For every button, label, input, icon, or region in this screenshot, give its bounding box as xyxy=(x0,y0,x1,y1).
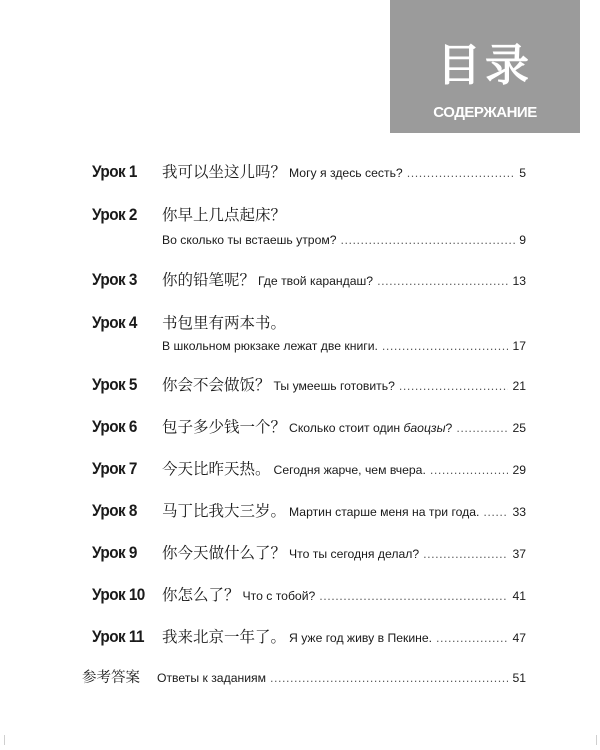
lesson-title-chinese: 你会不会做饭？ xyxy=(162,376,271,394)
lesson-title-chinese: 你今天做什么了？ xyxy=(162,544,287,562)
lesson-title-chinese: 你早上几点起床？ xyxy=(162,206,287,224)
lesson-title-chinese: 今天比昨天热。 xyxy=(162,460,271,478)
toc-line xyxy=(162,541,526,565)
lesson-title-russian: Во сколько ты встаешь утром? xyxy=(162,233,337,247)
toc-subline xyxy=(162,228,526,252)
toc-line xyxy=(162,203,526,227)
page-number: 37 xyxy=(512,547,526,561)
russian-text-end: ? xyxy=(445,421,453,435)
toc-line xyxy=(162,373,526,397)
lesson-title-russian: Что с тобой? xyxy=(242,589,316,603)
leader-dots xyxy=(399,375,509,399)
answers-label-russian: Ответы к заданиям xyxy=(157,671,266,685)
page-number: 51 xyxy=(512,671,526,685)
page-number: 17 xyxy=(512,339,526,353)
lesson-label: Урок 11 xyxy=(92,627,144,646)
page-number: 47 xyxy=(512,631,526,645)
toc-title-russian: СОДЕРЖАНИЕ xyxy=(433,104,537,121)
toc-subline xyxy=(162,334,526,358)
page-number: 5 xyxy=(519,166,526,180)
leader-dots xyxy=(430,459,509,483)
toc-line xyxy=(162,625,526,649)
russian-text-italic: баоцзы xyxy=(403,421,446,435)
answers-label-chinese: 参考答案 xyxy=(82,670,140,686)
leader-dots xyxy=(436,627,508,651)
lesson-label: Урок 3 xyxy=(92,270,137,289)
page-number: 25 xyxy=(512,421,526,435)
leader-dots xyxy=(483,501,508,525)
lesson-title-chinese: 马丁比我大三岁。 xyxy=(162,502,287,520)
toc-line xyxy=(162,160,526,184)
lesson-label: Урок 10 xyxy=(92,585,145,604)
page-number: 41 xyxy=(512,589,526,603)
lesson-title-russian: Ты умеешь готовить? xyxy=(273,379,395,393)
leader-dots xyxy=(382,335,509,359)
page-number: 9 xyxy=(519,233,526,247)
lesson-label: Урок 4 xyxy=(92,313,137,332)
lesson-label: Урок 9 xyxy=(92,543,137,562)
lesson-title-chinese: 我来北京一年了。 xyxy=(162,628,287,646)
lesson-title-russian: Я уже год живу в Пекине. xyxy=(289,631,433,645)
lesson-title-russian: Где твой карандаш? xyxy=(258,274,374,288)
toc-line xyxy=(162,415,526,439)
lesson-label: Урок 1 xyxy=(92,162,137,181)
crop-mark xyxy=(586,735,597,745)
leader-dots xyxy=(377,270,508,294)
lesson-title-chinese: 我可以坐这儿吗？ xyxy=(162,163,287,181)
lesson-title-russian: Что ты сегодня делал? xyxy=(289,547,420,561)
lesson-title-chinese: 你的铅笔呢？ xyxy=(162,271,256,289)
leader-dots xyxy=(407,162,516,186)
leader-dots xyxy=(319,585,508,609)
toc-line xyxy=(162,499,526,523)
lesson-label: Урок 6 xyxy=(92,417,137,436)
lesson-label: Урок 8 xyxy=(92,501,137,520)
lesson-title-russian: Могу я здесь сесть? xyxy=(289,166,403,180)
lesson-label: Урок 7 xyxy=(92,459,137,478)
russian-text: Сколько стоит один xyxy=(289,421,404,435)
leader-dots xyxy=(423,543,508,567)
crop-mark xyxy=(4,735,15,745)
toc-title-chinese: 目录 xyxy=(437,40,533,91)
page-number: 13 xyxy=(512,274,526,288)
leader-dots xyxy=(341,229,516,253)
lesson-title-russian xyxy=(289,416,452,440)
lesson-title-chinese: 书包里有两本书。 xyxy=(162,314,287,332)
lesson-title-chinese: 包子多少钱一个？ xyxy=(162,418,287,436)
lesson-label: Урок 5 xyxy=(92,375,137,394)
toc-line xyxy=(162,583,526,607)
toc-line xyxy=(162,457,526,481)
lesson-title-russian: В школьном рюкзаке лежат две книги. xyxy=(162,339,378,353)
toc-line xyxy=(162,311,526,335)
lesson-title-russian: Сегодня жарче, чем вчера. xyxy=(273,463,426,477)
toc-line xyxy=(162,268,526,292)
page-number: 33 xyxy=(512,505,526,519)
toc-line xyxy=(157,666,526,690)
page-number: 29 xyxy=(512,463,526,477)
leader-dots xyxy=(270,667,508,691)
page-number: 21 xyxy=(512,379,526,393)
lesson-title-russian: Мартин старше меня на три года. xyxy=(289,505,480,519)
leader-dots xyxy=(456,417,508,441)
lesson-label: Урок 2 xyxy=(92,205,137,224)
lesson-title-chinese: 你怎么了？ xyxy=(162,586,240,604)
